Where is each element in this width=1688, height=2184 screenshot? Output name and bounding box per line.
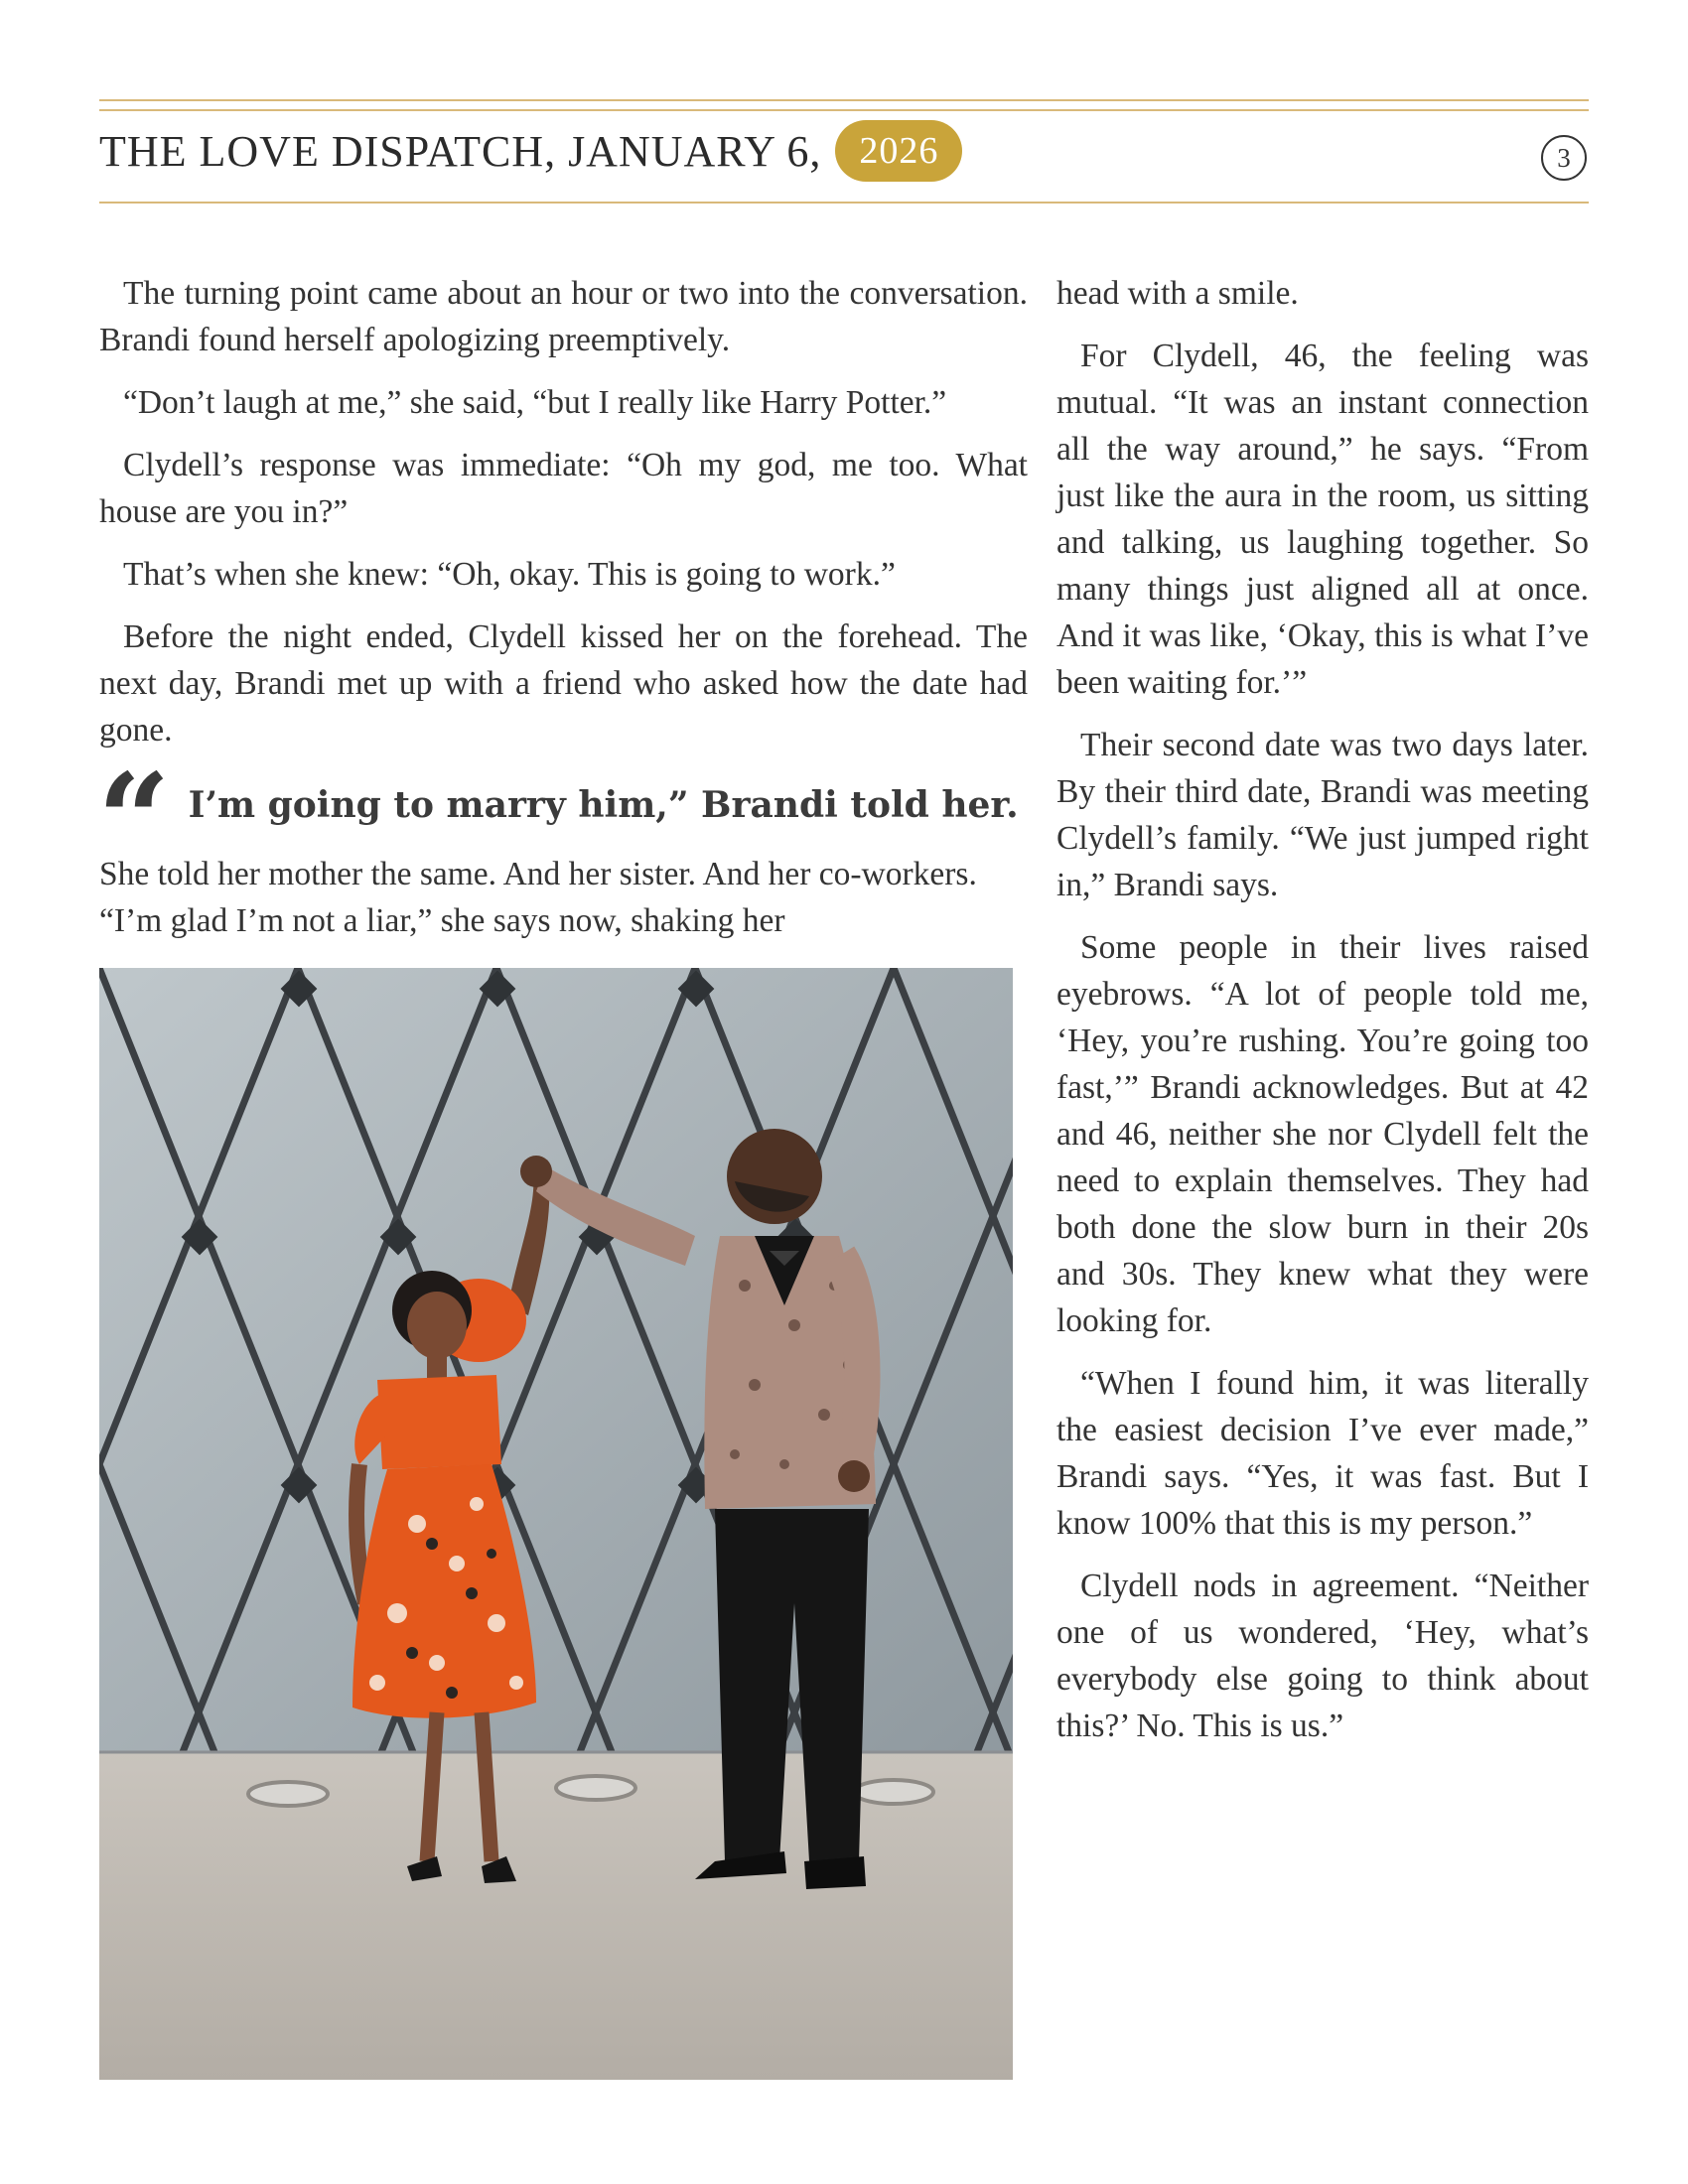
couple-photo bbox=[99, 968, 1013, 2080]
body-paragraph-continuation: head with a smile. bbox=[1056, 275, 1299, 312]
body-paragraph: Some people in their lives raised eyebrows. “A lot of people told me, ‘Hey, you’re rushing. You’re going too fast,’” Brandi acknowledges. But at 42 and 46, neither she nor Clydell felt the need to explain themselves. They had both done the slow burn in their 20s and 30s. They knew what they were looking for. bbox=[1056, 929, 1589, 1339]
header-top-rule-inner bbox=[99, 109, 1589, 111]
body-paragraph: “Don’t laugh at me,” she said, “but I really like Harry Potter.” bbox=[123, 384, 947, 421]
header-top-rule bbox=[99, 99, 1589, 101]
pull-quote bbox=[97, 747, 1028, 895]
body-paragraph: Clydell nods in agreement. “Neither one of us wondered, ‘Hey, what’s everybody else going to think about this?’ No. This is us.” bbox=[1056, 1568, 1589, 1744]
masthead-title: THE LOVE DISPATCH, JANUARY 6, bbox=[99, 126, 822, 176]
header-bottom-rule bbox=[99, 202, 1589, 204]
masthead bbox=[99, 121, 962, 181]
body-paragraph: That’s when she knew: “Oh, okay. This is going to work.” bbox=[123, 556, 896, 593]
pull-quote-text: I’m going to marry him,” Brandi told her. bbox=[188, 784, 1019, 826]
left-column bbox=[99, 270, 1028, 960]
body-paragraph: The turning point came about an hour or two into the conversation. Brandi found herself apologizing preemptively. bbox=[99, 275, 1028, 358]
right-column bbox=[1056, 270, 1589, 1765]
body-paragraph: “When I found him, it was literally the easiest decision I’ve ever made,” Brandi says. “Yes, it was fast. But I know 100% that this is my person.” bbox=[1056, 1365, 1589, 1542]
body-paragraph: Before the night ended, Clydell kissed her on the forehead. The next day, Brandi met up with a friend who asked how the date had gone. bbox=[99, 618, 1028, 749]
quote-mark-icon: “ bbox=[97, 747, 171, 895]
body-paragraph: For Clydell, 46, the feeling was mutual. “It was an instant connection all the way around,” he says. “From just like the aura in the room, us sitting and talking, us laughing together. So many things just aligned all at once. And it was like, ‘Okay, this is what I’ve been waiting for.’” bbox=[1056, 338, 1589, 701]
year-badge: 2026 bbox=[835, 120, 962, 182]
body-paragraph: Their second date was two days later. By their third date, Brandi was meeting Clydell’s family. “We just jumped right in,” Brandi says. bbox=[1056, 727, 1589, 903]
body-paragraph: Clydell’s response was immediate: “Oh my god, me too. What house are you in?” bbox=[99, 447, 1028, 530]
page-number: 3 bbox=[1541, 135, 1587, 181]
body-paragraph: She told her mother the same. And her sister. And her co-workers. “I’m glad I’m not a liar,” she says now, shaking her bbox=[99, 856, 977, 939]
